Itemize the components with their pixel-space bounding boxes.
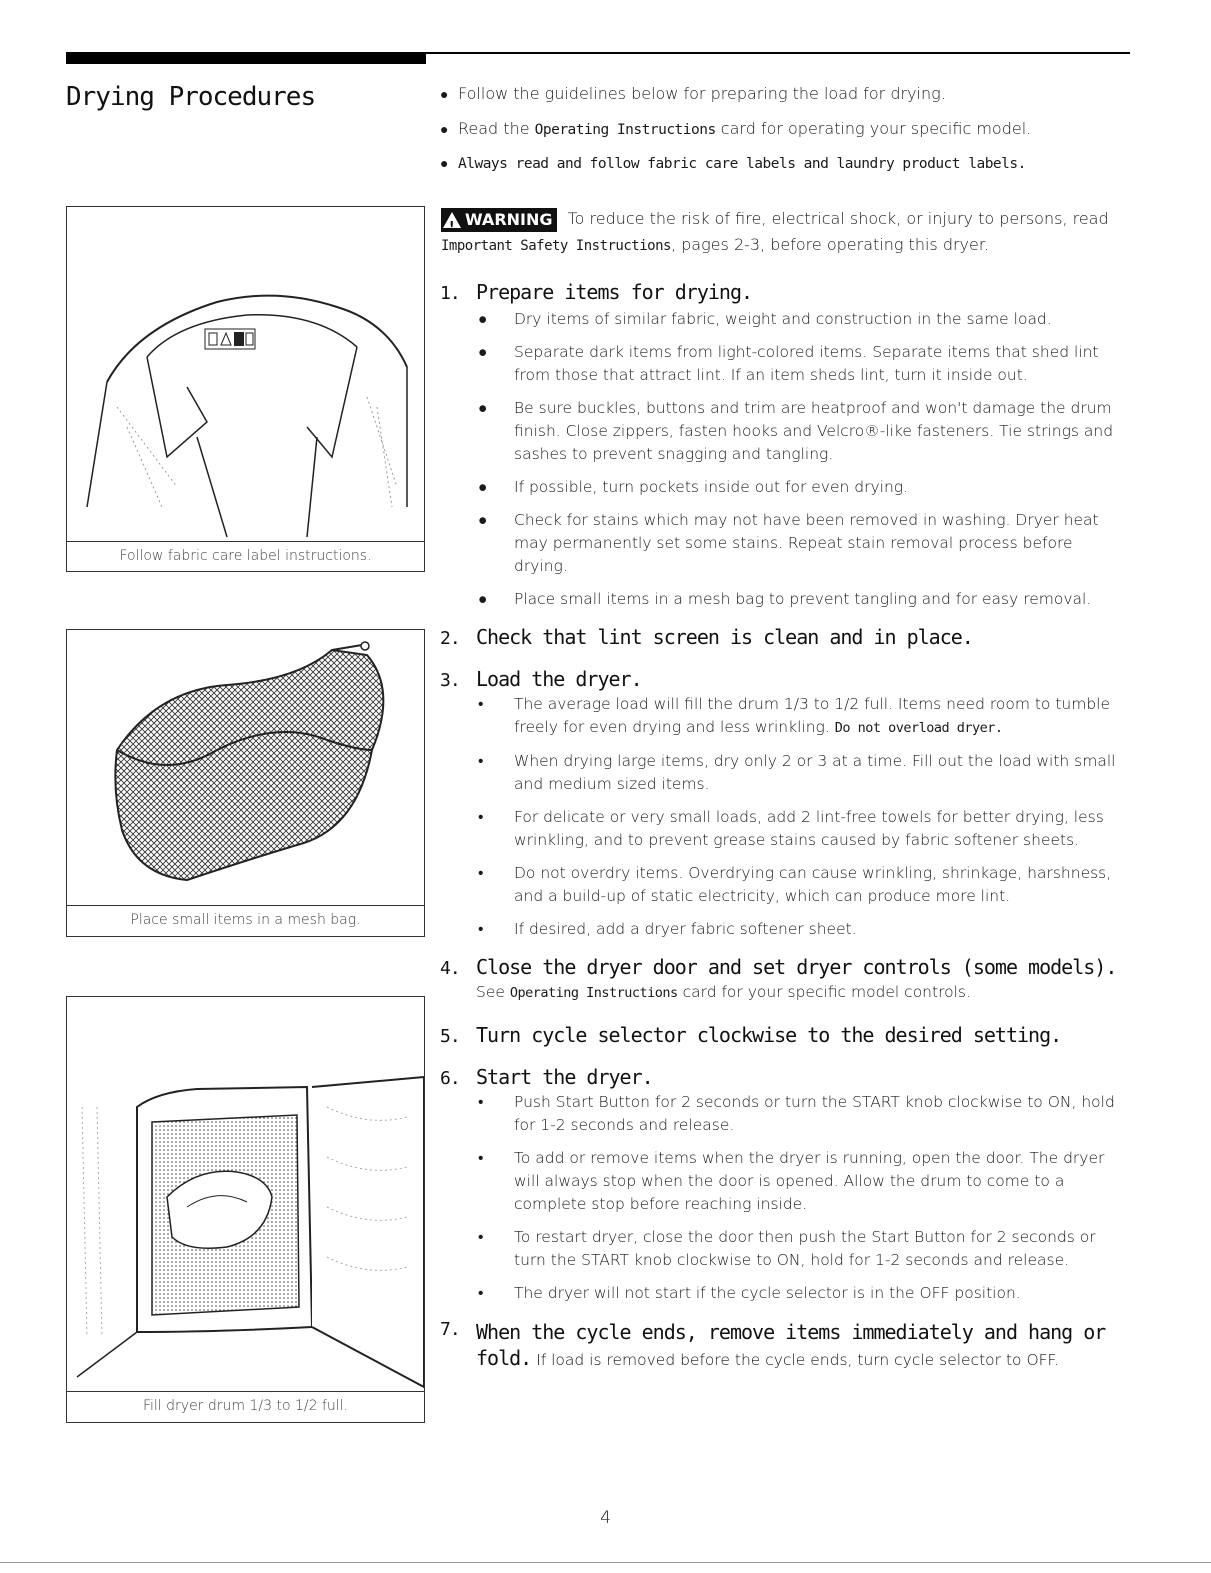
step-note: See Operating Instructions card for your specific model controls.	[476, 983, 971, 1001]
steps-list	[440, 280, 1130, 1373]
list-item: ● Dry items of similar fabric, weight and construction in the same load.	[478, 310, 1052, 328]
figure-caption: Place small items in a mesh bag.	[130, 912, 361, 928]
list-item: • The average load will fill the drum 1/3 to 1/2 full. Items need room to tumble freely for even drying and less wrinkling. Do not overload dryer.	[478, 695, 1111, 736]
list-item: • To add or remove items when the dryer is running, open the door. The dryer will always stop when the door is opened. Allow the drum to come to a complete stop before reaching inside.	[478, 1149, 1105, 1213]
list-item: ● Check for stains which may not have been removed in washing. Dryer heat may permanently set some stains. Repeat stain removal process before drying.	[478, 511, 1099, 575]
step-heading: 5. Turn cycle selector clockwise to the desired setting.	[440, 1023, 1062, 1047]
list-item: • When drying large items, dry only 2 or 3 at a time. Fill out the load with small and medium sized items.	[478, 752, 1116, 793]
list-item: ● Be sure buckles, buttons and trim are heatproof and won't damage the drum finish. Close zippers, fasten hooks and Velcro®-like fasteners. Tie strings and sashes to prevent snagging and tangling.	[478, 399, 1114, 463]
figure-care-label	[66, 206, 425, 572]
intro-bullet: ● Always read and follow fabric care labels and laundry product labels.	[440, 156, 1026, 172]
list-item: • If desired, add a dryer fabric softener sheet.	[478, 920, 857, 938]
warning-block: ! WARNING To reduce the risk of fire, electrical shock, or injury to persons, read Important Safety Instructions, pages 2-3, before operating this dryer.	[441, 206, 1131, 259]
intro-bullet: ● Follow the guidelines below for preparing the load for drying.	[440, 84, 946, 103]
step-heading: 2. Check that lint screen is clean and in place.	[440, 625, 973, 649]
warning-triangle-icon	[443, 212, 461, 228]
figure-caption: Follow fabric care label instructions.	[119, 548, 372, 564]
page-number: 4	[600, 1508, 611, 1528]
footer-rule	[0, 1562, 1211, 1563]
figure-mesh-bag	[66, 629, 425, 937]
figure-caption: Fill dryer drum 1/3 to 1/2 full.	[142, 1398, 348, 1414]
page-title: Drying Procedures	[66, 82, 316, 112]
step-heading: 6. Start the dryer.	[440, 1065, 653, 1089]
step-heading: 3. Load the dryer.	[440, 667, 642, 691]
list-item: ● If possible, turn pockets inside out for even drying.	[478, 478, 909, 496]
header-rule-thin	[426, 52, 1130, 54]
list-item: • To restart dryer, close the door then push the Start Button for 2 seconds or turn the START knob clockwise to ON, hold for 1-2 seconds and release.	[478, 1228, 1096, 1269]
list-item: ● Place small items in a mesh bag to prevent tangling and for easy removal.	[478, 590, 1092, 608]
step-heading: 1. Prepare items for drying.	[440, 280, 753, 304]
header-rule-thick	[66, 52, 426, 64]
list-item: • For delicate or very small loads, add 2 lint-free towels for better drying, less wrinkling, and to prevent grease stains caused by fabric softener sheets.	[478, 808, 1104, 849]
figure-dryer-drum	[66, 996, 425, 1423]
warning-badge: ! WARNING	[441, 208, 557, 232]
intro-bullet: ● Read the Operating Instructions card for operating your specific model.	[440, 119, 1032, 138]
shirt-collar-illustration	[67, 207, 424, 542]
list-item: • Push Start Button for 2 seconds or turn the START knob clockwise to ON, hold for 1-2 seconds and release.	[478, 1093, 1115, 1134]
step-heading: 4. Close the dryer door and set dryer controls (some models).	[440, 955, 1117, 979]
step-heading: 7. When the cycle ends, remove items immediately and hang or fold. If load is removed before the cycle ends, turn cycle selector to OFF.	[440, 1319, 1106, 1370]
list-item: ● Separate dark items from light-colored items. Separate items that shed lint from those that attract lint. If an item sheds lint, turn it inside out.	[478, 343, 1099, 384]
dryer-drum-illustration	[67, 997, 424, 1392]
intro-bullets	[440, 82, 1140, 186]
list-item: • The dryer will not start if the cycle selector is in the OFF position.	[478, 1284, 1021, 1302]
list-item: • Do not overdry items. Overdrying can cause wrinkling, shrinkage, harshness, and a build-up of static electricity, which can produce more lint.	[478, 864, 1112, 905]
mesh-bag-illustration	[67, 630, 424, 906]
